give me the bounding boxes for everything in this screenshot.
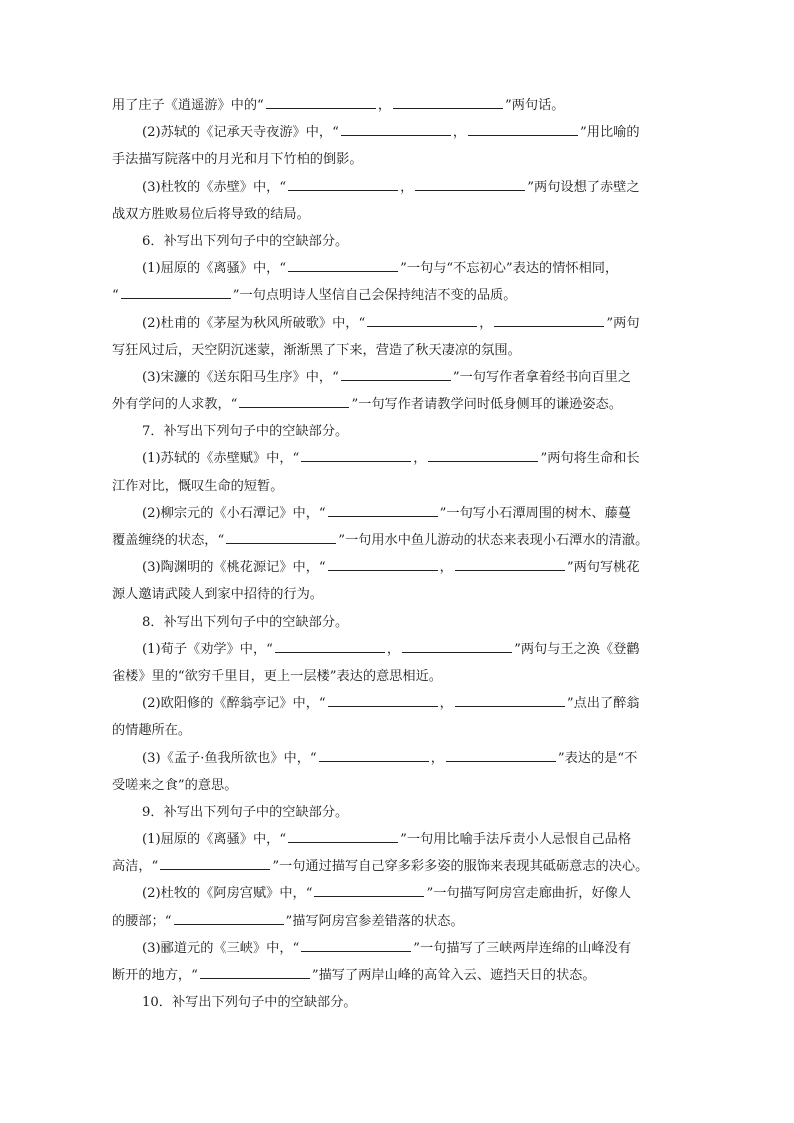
question-heading: 6．补写出下列句子中的空缺部分。 <box>142 233 349 249</box>
text-line: (3)杜牧的《赤壁》中，“ ， ”两句设想了赤壁之 <box>112 174 684 201</box>
text-line: (2)柳宗元的《小石潭记》中，“ ”一句写小石潭周围的树木、藤蔓 <box>112 500 684 527</box>
text-line: 外有学问的人求教，“ ”一句写作者请教学问时低身侧耳的谦逊姿态。 <box>112 391 684 418</box>
question-heading: 10．补写出下列句子中的空缺部分。 <box>142 995 357 1011</box>
answer-blank[interactable] <box>341 367 451 381</box>
text-line: (3)郦道元的《三峡》中，“ ”一句描写了三峡两岸连绵的山峰没有 <box>112 935 684 962</box>
text-line: (2)杜甫的《茅屋为秋风所破歌》中，“ ， ”两句 <box>112 310 684 337</box>
answer-blank[interactable] <box>428 448 538 462</box>
text-line: (3)陶渊明的《桃花源记》中，“ ， ”两句写桃花 <box>112 554 684 581</box>
answer-blank[interactable] <box>455 557 565 571</box>
answer-blank[interactable] <box>174 911 284 925</box>
answer-blank[interactable] <box>393 95 503 109</box>
answer-blank[interactable] <box>494 313 604 327</box>
text-line: (1)屈原的《离骚》中，“ ”一句与“不忘初心”表达的情怀相同， <box>112 255 684 282</box>
text-line: 受嗟来之食”的意思。 <box>112 777 238 793</box>
text-line: 源人邀请武陵人到家中招待的行为。 <box>112 587 323 603</box>
answer-blank[interactable] <box>415 177 525 191</box>
answer-blank[interactable] <box>121 285 231 299</box>
text-line: 断开的地方，“ ”描写了两岸山峰的高耸入云、遮挡天日的状态。 <box>112 962 684 989</box>
question-heading: 9．补写出下列句子中的空缺部分。 <box>142 804 349 820</box>
text-line: (1)屈原的《离骚》中，“ ”一句用比喻手法斥责小人忌恨自己品格 <box>112 826 684 853</box>
question-heading: 7．补写出下列句子中的空缺部分。 <box>142 424 349 440</box>
text-line: (2)苏轼的《记承天寺夜游》中，“ ， ”用比喻的 <box>112 119 684 146</box>
text-line: 雀楼》里的“欲穷千里目，更上一层楼”表达的意思相近。 <box>112 668 442 684</box>
text-line: 手法描写院落中的月光和月下竹柏的倒影。 <box>112 152 363 168</box>
text-line: 战双方胜败易位后将导致的结局。 <box>112 206 310 222</box>
text-line: 高洁，“ ”一句通过描写自己穿多彩多姿的服饰来表现其砥砺意志的决心。 <box>112 853 684 880</box>
text-line: (2)欧阳修的《醉翁亭记》中，“ ， ”点出了醉翁 <box>112 690 684 717</box>
answer-blank[interactable] <box>301 448 411 462</box>
text-line: (2)杜牧的《阿房宫赋》中，“ ”一句描写阿房宫走廊曲折，好像人 <box>112 880 684 907</box>
text-line: (1)苏轼的《赤壁赋》中，“ ， ”两句将生命和长 <box>112 445 684 472</box>
text-line: 写狂风过后，天空阴沉迷蒙，渐渐黑了下来，营造了秋天凄凉的氛围。 <box>112 342 521 358</box>
answer-blank[interactable] <box>328 693 438 707</box>
answer-blank[interactable] <box>341 122 451 136</box>
answer-blank[interactable] <box>455 693 565 707</box>
answer-blank[interactable] <box>446 748 556 762</box>
answer-blank[interactable] <box>314 883 424 897</box>
answer-blank[interactable] <box>239 394 349 408</box>
text-line: 用了庄子《逍遥游》中的“ ， ”两句话。 <box>112 92 684 119</box>
text-line: (3)《孟子·鱼我所欲也》中，“ ， ”表达的是“不 <box>112 745 684 772</box>
answer-blank[interactable] <box>160 856 270 870</box>
question-text <box>112 92 684 1016</box>
answer-blank[interactable] <box>288 829 398 843</box>
text-line: 的情趣所在。 <box>112 723 192 739</box>
answer-blank[interactable] <box>301 938 411 952</box>
answer-blank[interactable] <box>468 122 578 136</box>
answer-blank[interactable] <box>367 313 477 327</box>
question-heading: 8．补写出下列句子中的空缺部分。 <box>142 614 349 630</box>
text-line: (1)荀子《劝学》中，“ ， ”两句与王之涣《登鹳 <box>112 636 684 663</box>
answer-blank[interactable] <box>275 639 385 653</box>
text-line: 的腰部；“ ”描写阿房宫参差错落的状态。 <box>112 908 684 935</box>
answer-blank[interactable] <box>328 503 438 517</box>
text-line: 江作对比，慨叹生命的短暂。 <box>112 478 284 494</box>
answer-blank[interactable] <box>226 530 336 544</box>
answer-blank[interactable] <box>200 965 310 979</box>
text-line: (3)宋濂的《送东阳马生序》中，“ ”一句写作者拿着经书向百里之 <box>112 364 684 391</box>
answer-blank[interactable] <box>288 177 398 191</box>
answer-blank[interactable] <box>319 748 429 762</box>
answer-blank[interactable] <box>402 639 512 653</box>
answer-blank[interactable] <box>328 557 438 571</box>
text-line: “ ”一句点明诗人坚信自己会保持纯洁不变的品质。 <box>112 282 684 309</box>
answer-blank[interactable] <box>266 95 376 109</box>
answer-blank[interactable] <box>288 258 398 272</box>
text-line: 覆盖缠绕的状态，“ ”一句用水中鱼儿游动的状态来表现小石潭水的清澈。 <box>112 527 684 554</box>
